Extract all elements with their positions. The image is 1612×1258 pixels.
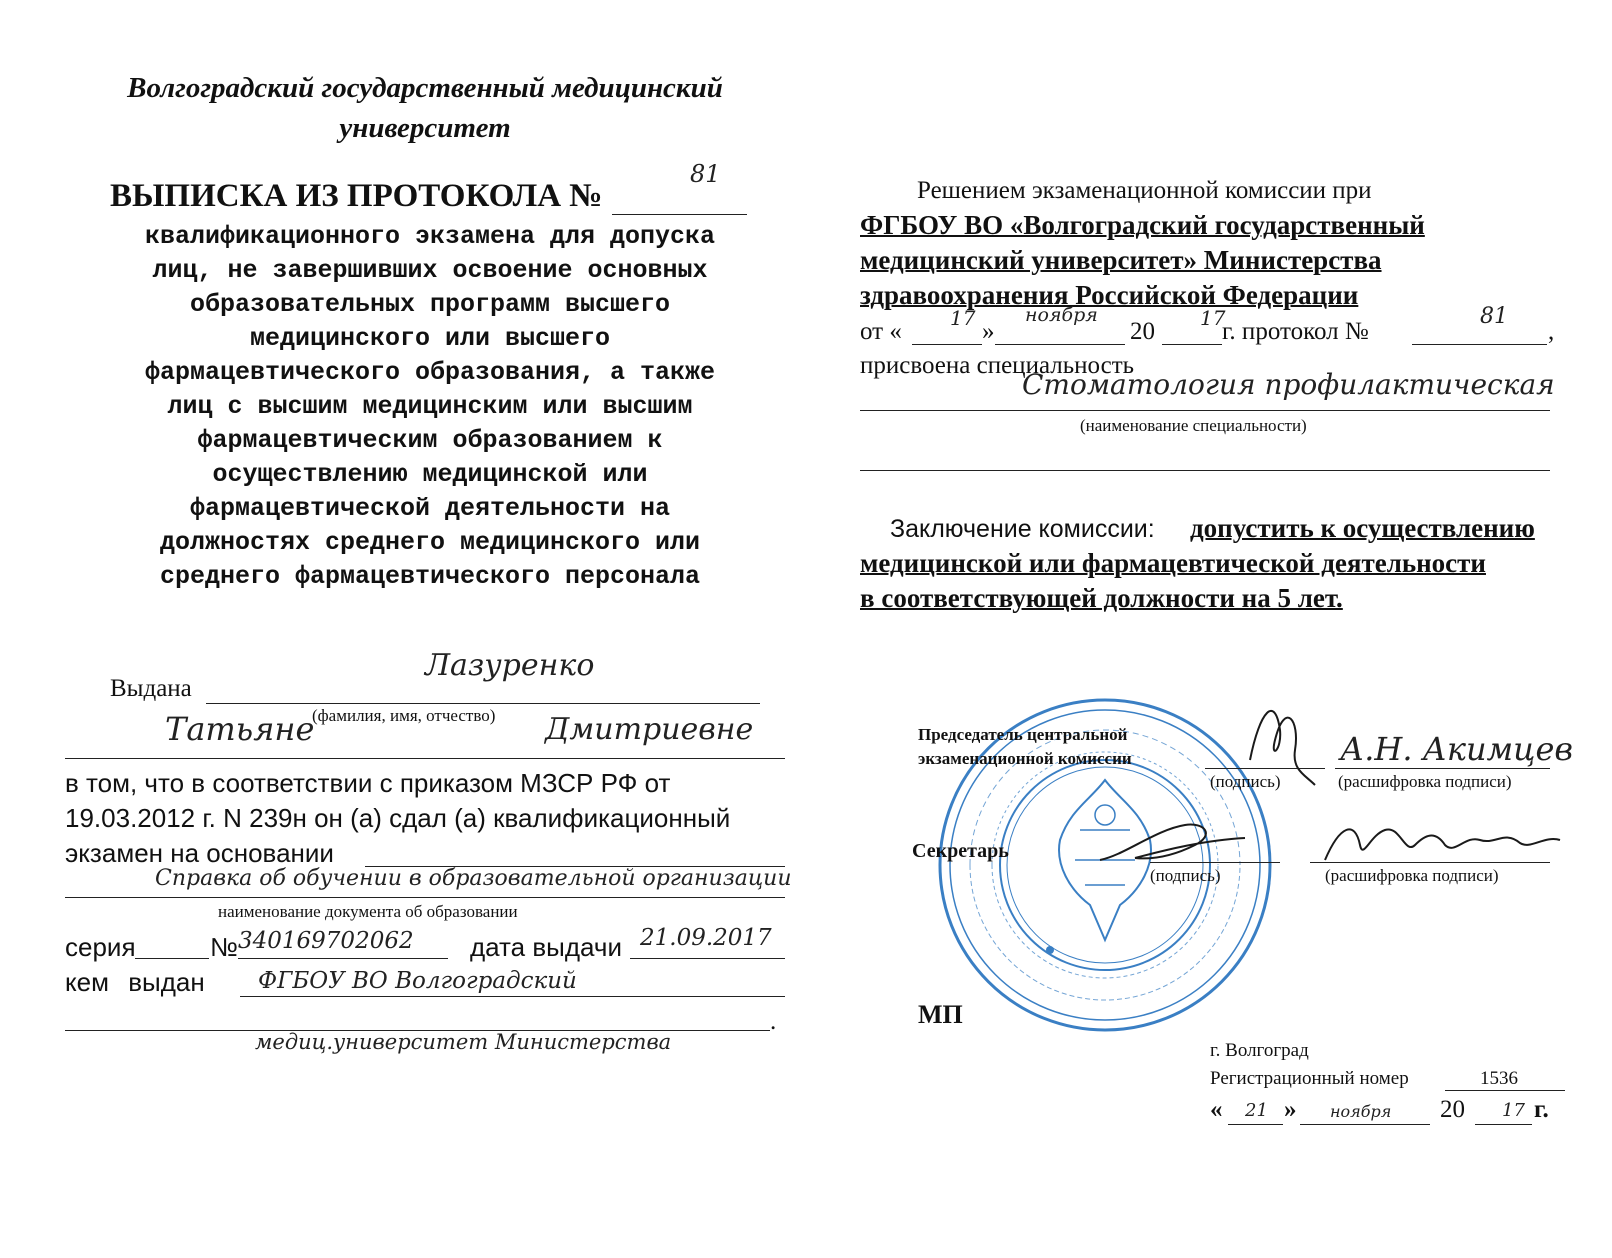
number-label: №	[210, 932, 238, 962]
exam-text-line-9: фармацевтической деятельности на	[189, 494, 671, 523]
reg-year-line	[1475, 1124, 1532, 1125]
issued-by-label: кем выдан	[65, 967, 205, 997]
title-protocol-number: 81	[690, 160, 721, 188]
exam-text-line-7: фармацевтическим образованием к	[197, 426, 663, 455]
surname-line	[206, 703, 760, 704]
from-label: от «	[860, 318, 902, 345]
doc-number: 340169702062	[238, 928, 414, 954]
specialty-line	[860, 410, 1550, 411]
exam-text-line-5: фармацевтического образования, а также	[144, 358, 716, 387]
org-line-1: ФГБОУ ВО «Волгоградский государственный	[860, 210, 1425, 240]
org-line-3: здравоохранения Российской Федерации	[860, 280, 1359, 310]
reg-year-g: г.	[1534, 1096, 1549, 1123]
year-line	[1162, 344, 1222, 345]
conclusion-line-1: допустить к осуществлению	[1190, 513, 1535, 543]
issued-by-1: ФГБОУ ВО Волгоградский	[258, 968, 577, 994]
secretary-signature-line	[1150, 862, 1280, 863]
order-text-line-3: экзамен на основании	[65, 838, 334, 868]
protocol-no-line	[1412, 344, 1547, 345]
conclusion-line-3: в соответствующей должности на 5 лет.	[860, 583, 1343, 613]
title-number-line	[612, 214, 747, 215]
chair-signature-caption: (подпись)	[1210, 772, 1281, 791]
issue-date: 21.09.2017	[640, 925, 772, 951]
order-text-line-1: в том, что в соответствии с приказом МЗСР РФ от	[65, 768, 671, 798]
reg-label: Регистрационный номер	[1210, 1068, 1409, 1089]
specialty: Стоматология профилактическая	[1022, 368, 1555, 401]
conclusion-line-2: медицинской или фармацевтической деятельности	[860, 548, 1486, 578]
issued-by-2: медиц.университет Министерства	[255, 1030, 672, 1054]
protocol-no: 81	[1480, 304, 1508, 329]
exam-text-line-10: должностях среднего медицинского или	[159, 528, 701, 557]
issue-date-label: дата выдачи	[470, 932, 622, 962]
chair-name: А.Н. Акимцев	[1340, 730, 1574, 768]
protocol-comma: ,	[1548, 318, 1555, 345]
reg-date-close: »	[1284, 1096, 1297, 1123]
university-name-line-2: университет	[339, 112, 511, 144]
exam-text-line-1: квалификационного экзамена для допуска	[144, 222, 716, 251]
specialty-caption: (наименование специальности)	[1080, 416, 1307, 435]
conclusion-label: Заключение комиссии:	[890, 515, 1155, 543]
fio-caption: (фамилия, имя, отчество)	[312, 706, 496, 725]
patronymic: Дмитриевне	[545, 712, 754, 747]
exam-text-line-8: осуществлению медицинской или	[212, 460, 648, 489]
city: г. Волгоград	[1210, 1040, 1309, 1061]
reg-number: 1536	[1480, 1068, 1518, 1089]
number-line	[238, 958, 448, 959]
chair-label-1: Председатель центральной	[918, 725, 1128, 744]
reg-day: 21	[1245, 1100, 1268, 1121]
order-text-line-2: 19.03.2012 г. N 239н он (а) сдал (а) квалификационный	[65, 803, 731, 833]
secretary-decode-line	[1310, 862, 1550, 863]
year-prefix: 20	[1130, 318, 1155, 345]
year-suffix: 17	[1200, 306, 1226, 330]
reg-number-line	[1445, 1090, 1565, 1091]
specialty-line-2	[860, 470, 1550, 471]
day-line	[912, 344, 982, 345]
chair-decode-caption: (расшифровка подписи)	[1338, 772, 1512, 791]
secretary-label: Секретарь	[912, 840, 1009, 862]
exam-text-line-6: лиц с высшим медицинским или высшим	[167, 392, 693, 421]
surname: Лазуренко	[425, 648, 595, 683]
university-name-line-1: Волгоградский государственный медицинский	[127, 72, 723, 104]
reg-day-line	[1228, 1124, 1283, 1125]
org-line-2: медицинский университет» Министерства	[860, 245, 1382, 275]
mp-label: МП	[918, 1000, 963, 1029]
first-name: Татьяне	[165, 710, 315, 748]
reg-month: ноября	[1330, 1102, 1392, 1121]
issued-by-line-1	[240, 996, 785, 997]
quote-close: »	[982, 318, 995, 345]
reg-month-line	[1300, 1124, 1430, 1125]
name-line	[65, 758, 785, 759]
exam-text-line-3: образовательных программ высшего	[189, 290, 671, 319]
protocol-label: г. протокол №	[1222, 318, 1369, 345]
reg-year-prefix: 20	[1440, 1096, 1465, 1123]
chair-decode-line	[1335, 768, 1550, 769]
chair-label-2: экзаменационной комиссии	[918, 749, 1132, 768]
basis-document: Справка об обучении в образовательной организации	[155, 866, 792, 891]
exam-text-line-4: медицинского или высшего	[249, 324, 611, 353]
doc-caption: наименование документа об образовании	[218, 902, 518, 921]
basis-line-2	[65, 897, 785, 898]
reg-year-suffix: 17	[1502, 1100, 1525, 1121]
series-label: серия	[65, 932, 136, 962]
series-line	[135, 958, 209, 959]
issued-label: Выдана	[110, 675, 192, 702]
decision-intro: Решением экзаменационной комиссии при	[917, 177, 1372, 204]
secretary-signature-caption: (подпись)	[1150, 866, 1221, 885]
protocol-month: ноября	[1025, 304, 1098, 326]
month-line	[995, 344, 1125, 345]
extract-title: ВЫПИСКА ИЗ ПРОТОКОЛА №	[110, 178, 603, 214]
exam-text-line-2: лиц, не завершивших освоение основных	[152, 256, 708, 285]
exam-text-line-11: среднего фармацевтического персонала	[159, 562, 701, 591]
assigned-label: присвоена специальность	[860, 352, 1135, 379]
protocol-day: 17	[950, 306, 976, 330]
secretary-decode-caption: (расшифровка подписи)	[1325, 866, 1499, 885]
issued-by-period: .	[770, 1008, 777, 1035]
reg-date-open: «	[1210, 1096, 1223, 1123]
issue-date-line	[630, 958, 785, 959]
